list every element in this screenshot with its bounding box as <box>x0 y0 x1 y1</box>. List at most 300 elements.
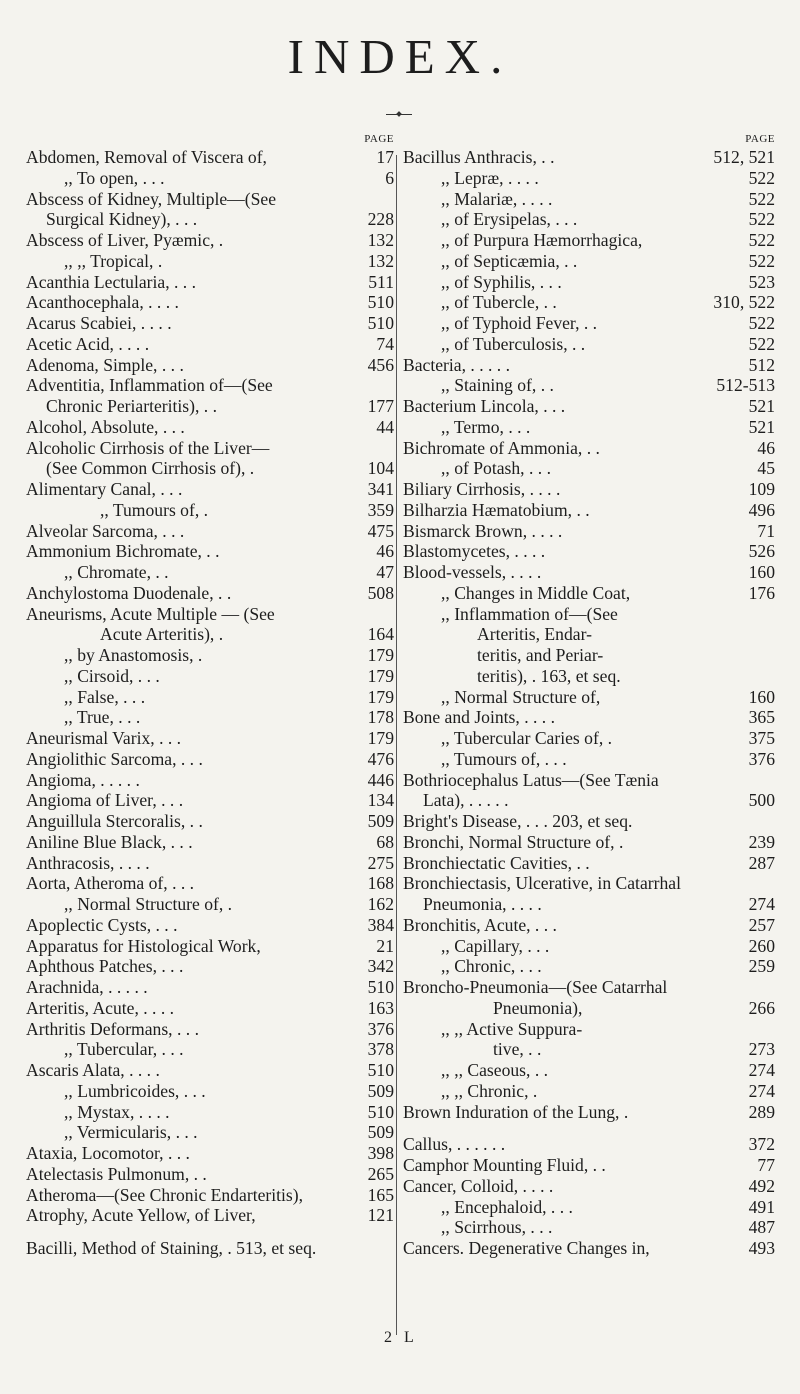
entry-page: 510 <box>367 1101 394 1122</box>
index-entry <box>26 936 394 957</box>
index-entry <box>403 500 775 521</box>
entry-term: Pneumonia), <box>493 997 583 1018</box>
index-entry <box>26 334 394 355</box>
entry-term: Aniline Blue Black, . . . <box>26 831 193 852</box>
entry-page: 260 <box>748 935 775 956</box>
entry-term: Bronchi, Normal Structure of, . <box>403 831 624 852</box>
index-entry <box>26 375 394 396</box>
entry-page: 510 <box>367 1060 394 1080</box>
entry-page: 342 <box>367 956 394 977</box>
entry-term: Bacilli, Method of Staining, . 513, et seq. <box>26 1238 317 1258</box>
entry-page: 265 <box>367 1163 394 1184</box>
entry-term: ,, Capillary, . . . <box>441 935 550 956</box>
index-entry <box>26 1019 394 1040</box>
entry-term: Abscess of Kidney, Multiple—(See <box>26 188 277 209</box>
entry-term: ,, Staining of, . . <box>441 375 554 396</box>
entry-page: 398 <box>367 1143 394 1163</box>
entry-term: ,, Normal Structure of, . <box>64 894 233 914</box>
entry-page: 376 <box>367 1018 394 1039</box>
entry-term: Cancers. Degenerative Changes in, <box>403 1238 650 1258</box>
index-entry <box>403 1134 775 1155</box>
entry-page: 510 <box>367 313 394 333</box>
entry-page: 491 <box>748 1196 775 1217</box>
index-entry <box>403 1019 775 1040</box>
index-entry <box>26 873 394 894</box>
entry-term: ,, Mystax, . . . . <box>64 1101 170 1122</box>
page-column-header: PAGE <box>745 133 775 145</box>
entry-page: 46 <box>757 437 775 458</box>
entry-page: 493 <box>748 1238 775 1258</box>
index-entry <box>403 915 775 936</box>
index-entry <box>26 396 394 417</box>
entry-term: Adventitia, Inflammation of—(See <box>26 375 273 396</box>
entry-page: 456 <box>367 354 394 375</box>
entry-page: 45 <box>757 458 775 479</box>
entry-page: 132 <box>367 230 394 250</box>
index-entry <box>403 375 775 396</box>
index-entry <box>26 417 394 438</box>
index-entry <box>403 417 775 438</box>
entry-page: 522 <box>748 167 775 188</box>
index-entry <box>403 894 775 915</box>
section-gap <box>403 1122 775 1134</box>
entry-page: 446 <box>367 769 394 790</box>
index-entry <box>403 1197 775 1218</box>
index-entry <box>26 687 394 708</box>
entry-term: Anchylostoma Duodenale, . . <box>26 582 232 603</box>
entry-term: ,, by Anastomosis, . <box>64 645 203 665</box>
index-entry <box>403 1060 775 1081</box>
entry-page: 178 <box>367 707 394 728</box>
index-entry <box>403 1238 775 1259</box>
index-entry <box>26 1143 394 1164</box>
index-entry <box>403 1155 775 1176</box>
entry-term: Adenoma, Simple, . . . <box>26 354 184 375</box>
entry-term: Alveolar Sarcoma, . . . <box>26 520 185 541</box>
entry-term: Ascaris Alata, . . . . <box>26 1060 160 1080</box>
entry-page: 163 <box>367 997 394 1018</box>
entry-term: ,, True, . . . <box>64 707 141 728</box>
entry-term: Biliary Cirrhosis, . . . . <box>403 479 561 499</box>
index-entry <box>403 168 775 189</box>
index-entry <box>26 438 394 459</box>
entry-term: ,, of Purpura Hæmorrhagica, <box>441 230 643 250</box>
index-entry <box>403 998 775 1019</box>
entry-page: 17 <box>376 147 394 167</box>
entry-term: Bronchiectatic Cavities, . . <box>403 852 590 873</box>
entry-page: 365 <box>748 707 775 728</box>
index-entry <box>26 209 394 230</box>
entry-page: 164 <box>367 624 394 645</box>
entry-term: ,, of Tuberculosis, . . <box>441 333 586 354</box>
entry-term: ,, of Tubercle, . . <box>441 292 557 313</box>
entry-page: 500 <box>748 790 775 811</box>
entry-term: Acetic Acid, . . . . <box>26 333 150 354</box>
index-entry <box>403 541 775 562</box>
entry-page: 177 <box>367 396 394 416</box>
entry-term: Angiolithic Sarcoma, . . . <box>26 748 203 769</box>
entry-term: Acarus Scabiei, . . . . <box>26 313 172 333</box>
entry-term: Broncho-Pneumonia—(See Catarrhal <box>403 977 668 997</box>
index-entry <box>403 873 775 894</box>
entry-term: ,, of Potash, . . . <box>441 458 551 479</box>
entry-page: 341 <box>367 479 394 499</box>
index-entry <box>403 583 775 604</box>
entry-page: 476 <box>367 748 394 769</box>
entry-term: ,, Cirsoid, . . . <box>64 665 160 686</box>
entry-page: 47 <box>376 562 394 582</box>
entry-page: 21 <box>376 935 394 956</box>
entry-page: 509 <box>367 811 394 831</box>
index-entry <box>403 189 775 210</box>
entry-term: Atelectasis Pulmonum, . . <box>26 1163 207 1184</box>
entry-term: Blood-vessels, . . . . <box>403 562 542 582</box>
entry-term: Bilharzia Hæmatobium, . . <box>403 499 590 520</box>
index-entry <box>403 749 775 770</box>
index-entry <box>403 209 775 230</box>
index-entry <box>403 666 775 687</box>
entry-term: Bichromate of Ammonia, . . <box>403 437 600 458</box>
entry-term: ,, Tumours of, . <box>100 499 209 520</box>
entry-page: 376 <box>748 748 775 769</box>
entry-term: Aphthous Patches, . . . <box>26 956 184 977</box>
entry-term: Arthritis Deformans, . . . <box>26 1018 199 1039</box>
index-entry <box>26 728 394 749</box>
index-entry <box>26 583 394 604</box>
entry-page: 46 <box>376 541 394 562</box>
entry-page: 512-513 <box>716 375 775 396</box>
index-entry <box>403 1176 775 1197</box>
entry-page: 522 <box>748 313 775 333</box>
entry-page: 6 <box>385 167 394 188</box>
index-column-left <box>26 132 394 1259</box>
entry-term: Pneumonia, . . . . <box>423 894 542 914</box>
index-entry <box>403 355 775 376</box>
index-entry <box>26 521 394 542</box>
index-entry <box>403 1217 775 1238</box>
entry-page: 274 <box>748 894 775 914</box>
entry-term: ,, Inflammation of—(See <box>441 603 618 624</box>
entry-page: 162 <box>367 894 394 914</box>
index-entry <box>26 458 394 479</box>
entry-page: 109 <box>748 479 775 499</box>
entry-term: ,, Changes in Middle Coat, <box>441 582 631 603</box>
index-entry <box>26 1185 394 1206</box>
entry-page: 522 <box>748 209 775 230</box>
index-entry <box>26 479 394 500</box>
entry-term: Atheroma—(See Chronic Endarteritis), <box>26 1184 304 1205</box>
title-ornament <box>386 114 412 115</box>
entry-page: 179 <box>367 686 394 707</box>
entry-term: Atrophy, Acute Yellow, of Liver, <box>26 1205 256 1226</box>
index-entry <box>26 645 394 666</box>
entry-term: Bismarck Brown, . . . . <box>403 520 563 541</box>
index-entry <box>26 1102 394 1123</box>
entry-term: Arteritis, Endar- <box>477 624 592 645</box>
entry-page: 257 <box>748 914 775 935</box>
entry-page: 77 <box>757 1155 775 1175</box>
index-entry <box>26 1238 394 1259</box>
entry-page: 492 <box>748 1175 775 1196</box>
entry-term: ,, To open, . . . <box>64 167 165 188</box>
entry-page: 289 <box>748 1101 775 1122</box>
entry-page: 179 <box>367 728 394 748</box>
index-entry <box>403 853 775 874</box>
entry-page: 510 <box>367 292 394 313</box>
section-gap <box>26 1226 394 1238</box>
entry-page: 165 <box>367 1184 394 1205</box>
index-list-right <box>403 147 775 1259</box>
index-entry <box>26 1039 394 1060</box>
entry-page: 228 <box>367 209 394 230</box>
index-entry <box>403 956 775 977</box>
index-entry <box>26 189 394 210</box>
entry-term: ,, Normal Structure of, <box>441 686 601 707</box>
index-entry <box>26 541 394 562</box>
entry-term: Bothriocephalus Latus—(See Tænia <box>403 769 659 790</box>
entry-term: Brown Induration of the Lung, . <box>403 1101 629 1122</box>
entry-term: ,, Chromate, . . <box>64 562 169 582</box>
index-entry <box>26 500 394 521</box>
entry-term: ,, of Typhoid Fever, . . <box>441 313 598 333</box>
index-entry <box>403 645 775 666</box>
index-entry <box>26 915 394 936</box>
entry-page: 134 <box>367 790 394 811</box>
entry-page: 44 <box>376 416 394 437</box>
index-entry <box>26 168 394 189</box>
index-entry <box>403 147 775 168</box>
entry-page: 526 <box>748 541 775 562</box>
entry-term: Bronchiectasis, Ulcerative, in Catarrhal <box>403 873 681 894</box>
entry-term: Aorta, Atheroma of, . . . <box>26 873 195 894</box>
index-entry <box>403 562 775 583</box>
index-entry <box>26 811 394 832</box>
index-entry <box>403 438 775 459</box>
index-entry <box>26 562 394 583</box>
index-entry <box>26 355 394 376</box>
entry-page: 508 <box>367 582 394 603</box>
entry-term: ,, Tumours of, . . . <box>441 748 567 769</box>
index-entry <box>403 272 775 293</box>
entry-page: 378 <box>367 1039 394 1060</box>
entry-page: 521 <box>748 396 775 416</box>
entry-term: Acanthia Lectularia, . . . <box>26 271 196 292</box>
entry-page: 522 <box>748 230 775 250</box>
page-column-header: PAGE <box>364 133 394 145</box>
entry-page: 375 <box>748 728 775 748</box>
index-entry <box>403 832 775 853</box>
entry-term: ,, Termo, . . . <box>441 416 531 437</box>
entry-term: ,, Tubercular, . . . <box>64 1039 184 1060</box>
entry-term: Arachnida, . . . . . <box>26 977 148 997</box>
signature-letter: L <box>404 1329 414 1346</box>
entry-term: Abdomen, Removal of Viscera of, <box>26 147 267 167</box>
index-entry <box>403 1039 775 1060</box>
index-entry <box>403 292 775 313</box>
entry-page: 121 <box>367 1205 394 1226</box>
entry-page: 74 <box>376 333 394 354</box>
entry-term: ,, Chronic, . . . <box>441 956 542 977</box>
index-entry <box>403 624 775 645</box>
entry-term: Apoplectic Cysts, . . . <box>26 914 178 935</box>
entry-term: ,, ,, Active Suppura- <box>441 1018 583 1039</box>
page-title: INDEX. <box>287 29 513 84</box>
index-entry <box>403 770 775 791</box>
entry-page: 275 <box>367 852 394 873</box>
entry-page: 168 <box>367 873 394 894</box>
entry-term: ,, of Syphilis, . . . <box>441 271 562 292</box>
index-entry <box>26 977 394 998</box>
index-entry <box>26 147 394 168</box>
index-entry <box>403 707 775 728</box>
index-entry <box>26 749 394 770</box>
entry-term: Angioma of Liver, . . . <box>26 790 184 811</box>
index-entry <box>26 251 394 272</box>
entry-term: ,, Scirrhous, . . . <box>441 1217 553 1238</box>
index-entry <box>403 521 775 542</box>
entry-page: 509 <box>367 1122 394 1143</box>
entry-term: ,, ,, Tropical, . <box>64 250 163 271</box>
entry-term: Alcoholic Cirrhosis of the Liver— <box>26 437 270 458</box>
index-entry <box>403 936 775 957</box>
entry-term: (See Common Cirrhosis of), . <box>46 458 255 479</box>
index-entry <box>26 707 394 728</box>
entry-term: Callus, . . . . . . <box>403 1134 506 1155</box>
entry-term: Bright's Disease, . . . 203, et seq. <box>403 811 633 831</box>
entry-term: Aneurismal Varix, . . . <box>26 728 182 748</box>
index-entry <box>26 292 394 313</box>
entry-term: ,, ,, Caseous, . . <box>441 1060 549 1080</box>
entry-term: ,, of Erysipelas, . . . <box>441 209 578 230</box>
index-entry <box>26 1122 394 1143</box>
entry-term: Chronic Periarteritis), . . <box>46 396 218 416</box>
entry-page: 274 <box>748 1060 775 1080</box>
entry-page: 71 <box>757 520 775 541</box>
index-column-right <box>403 132 775 1259</box>
entry-page: 522 <box>748 250 775 271</box>
index-entry <box>26 956 394 977</box>
entry-page: 487 <box>748 1217 775 1238</box>
index-entry <box>26 853 394 874</box>
index-entry <box>403 251 775 272</box>
entry-page: 522 <box>748 333 775 354</box>
entry-term: Blastomycetes, . . . . <box>403 541 546 562</box>
entry-term: Anguillula Stercoralis, . . <box>26 811 203 831</box>
index-entry <box>26 1205 394 1226</box>
entry-term: Bronchitis, Acute, . . . <box>403 914 557 935</box>
entry-term: ,, Encephaloid, . . . <box>441 1196 573 1217</box>
entry-page: 266 <box>748 997 775 1018</box>
entry-term: Anthracosis, . . . . <box>26 852 150 873</box>
index-entry <box>26 894 394 915</box>
index-list-left <box>26 147 394 1259</box>
entry-page: 68 <box>376 831 394 852</box>
entry-page: 104 <box>367 458 394 479</box>
entry-term: Surgical Kidney), . . . <box>46 209 198 230</box>
entry-term: ,, Lumbricoides, . . . <box>64 1080 206 1101</box>
index-entry <box>26 230 394 251</box>
signature-number: 2 <box>384 1329 392 1346</box>
entry-page: 509 <box>367 1080 394 1101</box>
entry-term: tive, . . <box>493 1039 542 1060</box>
index-entry <box>403 728 775 749</box>
entry-page: 160 <box>748 686 775 707</box>
index-entry <box>403 396 775 417</box>
entry-page: 496 <box>748 499 775 520</box>
index-entry <box>26 1081 394 1102</box>
entry-term: Camphor Mounting Fluid, . . <box>403 1155 606 1175</box>
index-entry <box>26 624 394 645</box>
entry-page: 239 <box>748 831 775 852</box>
entry-page: 522 <box>748 188 775 209</box>
entry-page: 510 <box>367 977 394 997</box>
index-entry <box>26 790 394 811</box>
entry-page: 160 <box>748 562 775 582</box>
entry-term: ,, Vermicularis, . . . <box>64 1122 198 1143</box>
signature-mark <box>384 1329 426 1347</box>
entry-term: Acute Arteritis), . <box>100 624 224 645</box>
entry-term: ,, of Septicæmia, . . <box>441 250 578 271</box>
entry-page: 475 <box>367 520 394 541</box>
entry-term: Aneurisms, Acute Multiple — (See <box>26 603 275 624</box>
entry-term: Abscess of Liver, Pyæmic, . <box>26 230 224 250</box>
index-entry <box>26 832 394 853</box>
index-entry <box>403 977 775 998</box>
entry-term: teritis), . 163, et seq. <box>477 665 621 686</box>
entry-page: 523 <box>748 271 775 292</box>
entry-term: Bone and Joints, . . . . <box>403 707 555 728</box>
entry-term: Lata), . . . . . <box>423 790 509 811</box>
index-entry <box>403 479 775 500</box>
entry-term: Ataxia, Locomotor, . . . <box>26 1143 190 1163</box>
entry-term: ,, False, . . . <box>64 686 146 707</box>
index-entry <box>403 687 775 708</box>
entry-term: ,, Lepræ, . . . . <box>441 167 539 188</box>
entry-page: 384 <box>367 914 394 935</box>
index-entry <box>403 1081 775 1102</box>
entry-page: 310, 522 <box>713 292 775 313</box>
entry-page: 273 <box>748 1039 775 1060</box>
entry-page: 259 <box>748 956 775 977</box>
entry-page: 179 <box>367 665 394 686</box>
entry-term: Acanthocephala, . . . . <box>26 292 179 313</box>
entry-page: 372 <box>748 1134 775 1155</box>
index-entry <box>26 313 394 334</box>
index-entry <box>403 790 775 811</box>
index-entry <box>403 604 775 625</box>
entry-term: Alcohol, Absolute, . . . <box>26 416 185 437</box>
entry-page: 512 <box>748 354 775 375</box>
entry-term: Bacillus Anthracis, . . <box>403 147 555 167</box>
entry-page: 132 <box>367 250 394 271</box>
index-entry <box>26 1060 394 1081</box>
index-entry <box>403 458 775 479</box>
entry-page: 179 <box>367 645 394 665</box>
index-entry <box>403 334 775 355</box>
entry-page: 511 <box>368 271 394 292</box>
index-entry <box>26 998 394 1019</box>
entry-page: 287 <box>748 852 775 873</box>
index-entry <box>26 272 394 293</box>
entry-term: Angioma, . . . . . <box>26 769 140 790</box>
entry-term: Bacteria, . . . . . <box>403 354 510 375</box>
entry-term: Alimentary Canal, . . . <box>26 479 183 499</box>
entry-page: 359 <box>367 499 394 520</box>
entry-page: 176 <box>748 582 775 603</box>
index-entry <box>26 604 394 625</box>
index-entry <box>403 811 775 832</box>
entry-term: ,, ,, Chronic, . <box>441 1080 538 1101</box>
